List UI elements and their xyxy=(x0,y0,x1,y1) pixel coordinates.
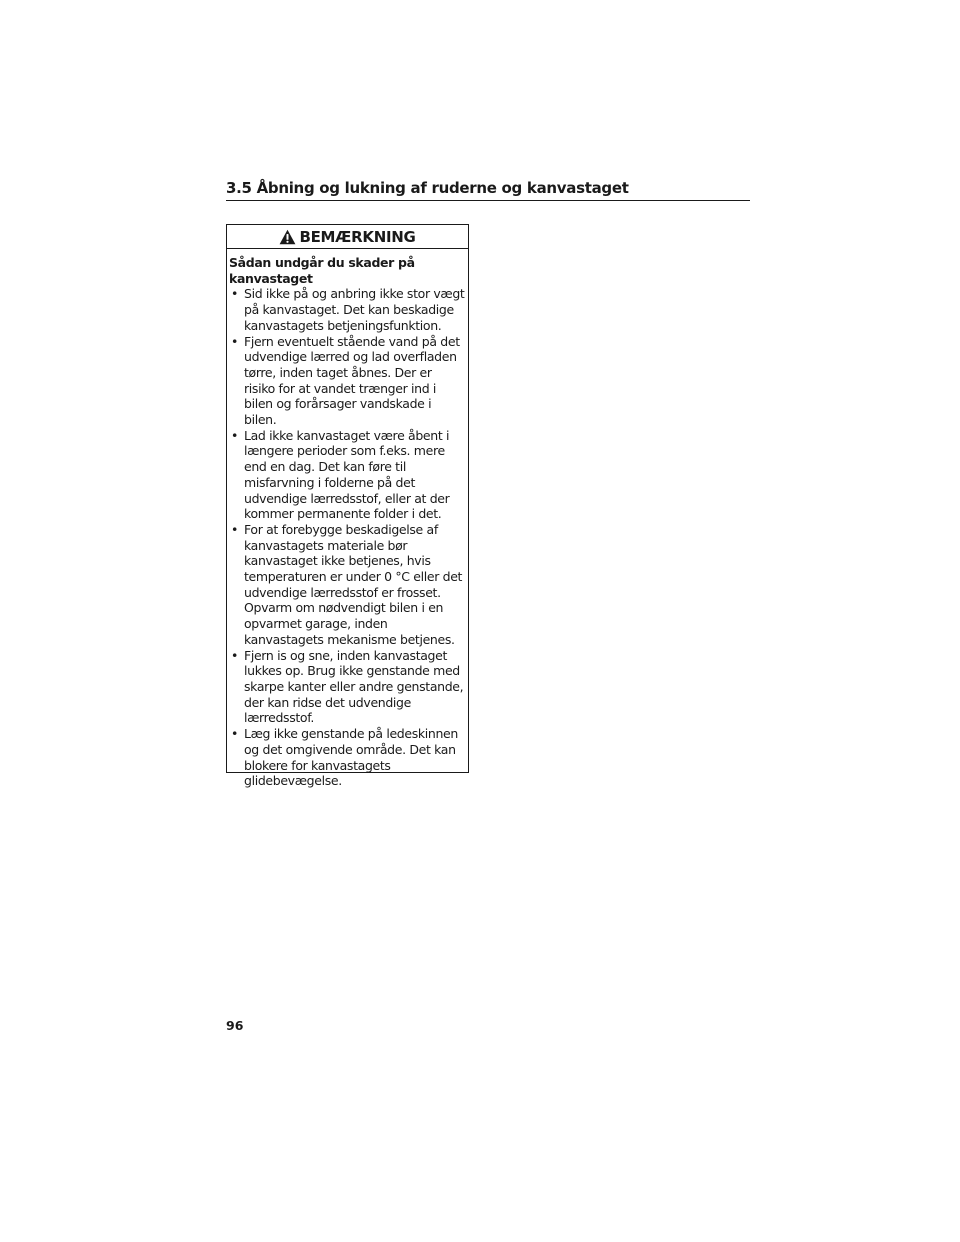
bullet-icon: • xyxy=(231,647,239,663)
notice-bullet-list xyxy=(229,286,465,789)
notice-box xyxy=(226,224,469,789)
bullet-text: Lad ikke kanvastaget være åbent i længere perioder som f.eks. mere end en dag. Det kan føre til misfarvning i folderne på det udvendige lærredsstof, eller at der kommer permanente folder i det. xyxy=(244,427,450,522)
bullet-text: Fjern is og sne, inden kanvastaget lukkes op. Brug ikke genstande med skarpe kanter eller andre genstande, der kan ridse det udvendige lærredsstof. xyxy=(244,647,464,726)
page-number: 96 xyxy=(226,1018,244,1033)
bullet-icon: • xyxy=(231,521,239,537)
bullet-icon: • xyxy=(231,286,239,302)
list-item xyxy=(229,334,465,428)
notice-subheading: Sådan undgår du skader på kanvastaget xyxy=(229,255,415,286)
bullet-icon: • xyxy=(231,333,239,349)
notice-body xyxy=(227,249,468,789)
section-title: 3.5 Åbning og lukning af ruderne og kanvastaget xyxy=(226,179,629,197)
bullet-text: Sid ikke på og anbring ikke stor vægt på kanvastaget. Det kan beskadige kanvastagets betjeningsfunktion. xyxy=(244,286,465,333)
bullet-icon: • xyxy=(231,427,239,443)
list-item xyxy=(229,648,465,727)
notice-label: BEMÆRKNING xyxy=(299,227,416,246)
list-item xyxy=(229,726,465,789)
bullet-text: Læg ikke genstande på ledeskinnen og det omgivende område. Det kan blokere for kanvastagets glidebevægelse. xyxy=(244,726,458,789)
list-item xyxy=(229,286,465,333)
section-header xyxy=(226,178,750,201)
list-item xyxy=(229,428,465,522)
bullet-text: Fjern eventuelt stående vand på det udvendige lærred og lad overfladen tørre, inden taget åbnes. Der er risiko for at vandet trænger ind i bilen og forårsager vandskade i bilen. xyxy=(244,333,460,428)
warning-triangle-icon xyxy=(279,229,296,245)
notice-header xyxy=(227,225,468,249)
bullet-text: For at forebygge beskadigelse af kanvastagets materiale bør kanvastaget ikke betjenes, hvis temperaturen er under 0 °C eller det udvendige lærredsstof er frosset. Opvarm om nødvendigt bilen i en opvarmet garage, inden kanvastagets mekanisme betjenes. xyxy=(244,521,463,647)
bullet-icon: • xyxy=(231,726,239,742)
list-item xyxy=(229,522,465,648)
